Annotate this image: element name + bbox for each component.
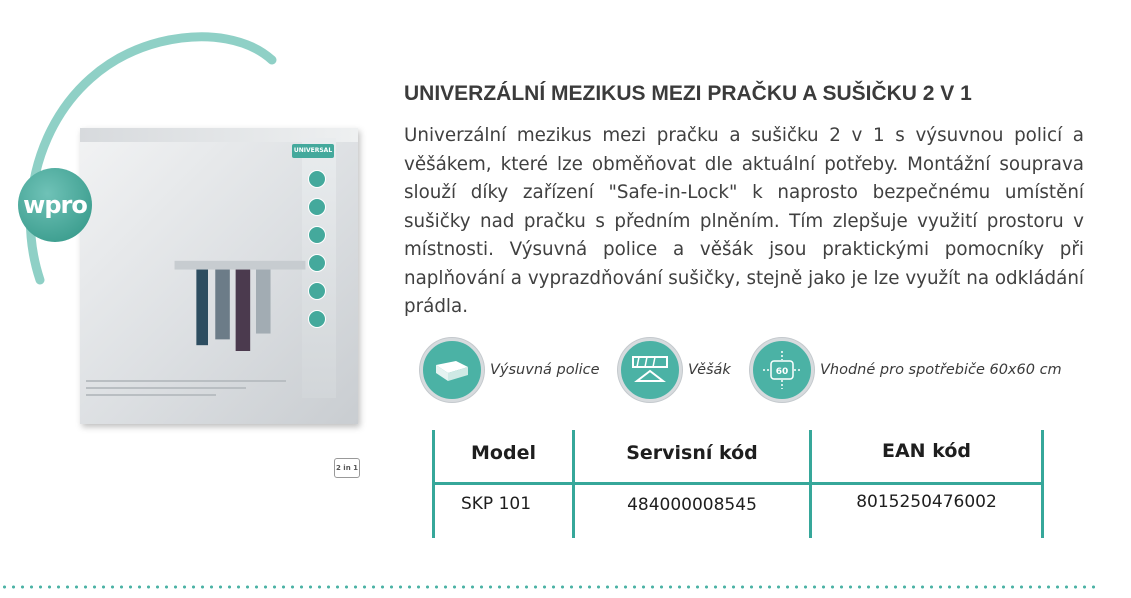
dotted-divider bbox=[0, 585, 1100, 589]
table-cell-service-code: 484000008545 bbox=[627, 495, 757, 515]
feature-label: Výsuvná police bbox=[490, 362, 600, 378]
feature-icon-small bbox=[308, 170, 326, 188]
table-cell-model: SKP 101 bbox=[460, 494, 532, 514]
box-caption-lines bbox=[86, 380, 286, 410]
product-title: UNIVERZÁLNÍ MEZIKUS MEZI PRAČKU A SUŠIČKU 2 V 1 bbox=[404, 82, 972, 105]
hanger-rack-icon bbox=[618, 338, 682, 402]
two-in-one-badge: 2 in 1 bbox=[334, 458, 360, 478]
size-icon-text: 60 bbox=[775, 367, 789, 377]
feature-hanger bbox=[618, 338, 731, 402]
feature-label: Věšák bbox=[688, 362, 731, 378]
table-header-divider bbox=[432, 482, 1044, 485]
feature-icon-small bbox=[308, 198, 326, 216]
feature-label: Vhodné pro spotřebiče 60x60 cm bbox=[820, 362, 1062, 378]
product-description: Univerzální mezikus mezi pračku a sušičku 2 v 1 s výsuvnou policí a věšákem, které lze obměňovat dle aktuální potřeby. Montážní souprava slouží díky zařízení "Safe-in-Lock" k naprosto bezpečnému umístění sušičky nad pračku s předním plněním. Tím zlepšuje využití prostoru v místnosti. Výsuvná police a věšák jsou praktickými pomocníky při naplňování a vyprazdňování sušičky, stejně jako je lze využít na odkládání prádla. bbox=[404, 125, 1084, 317]
size-60-icon bbox=[750, 338, 814, 402]
product-image bbox=[80, 128, 358, 472]
table-header-service-code: Servisní kód bbox=[626, 442, 758, 464]
universal-label: UNIVERSAL bbox=[292, 144, 334, 158]
spec-table bbox=[432, 430, 1044, 538]
drawer-shelf-icon bbox=[420, 338, 484, 402]
table-header-model: Model bbox=[471, 442, 536, 464]
feature-size bbox=[750, 338, 1062, 402]
table-cell-ean: 8015250476002 bbox=[856, 492, 997, 512]
feature-drawer-shelf bbox=[420, 338, 600, 402]
rack-illustration bbox=[160, 238, 320, 368]
table-header-ean: EAN kód bbox=[882, 440, 971, 462]
wpro-logo: wpro bbox=[18, 168, 92, 242]
